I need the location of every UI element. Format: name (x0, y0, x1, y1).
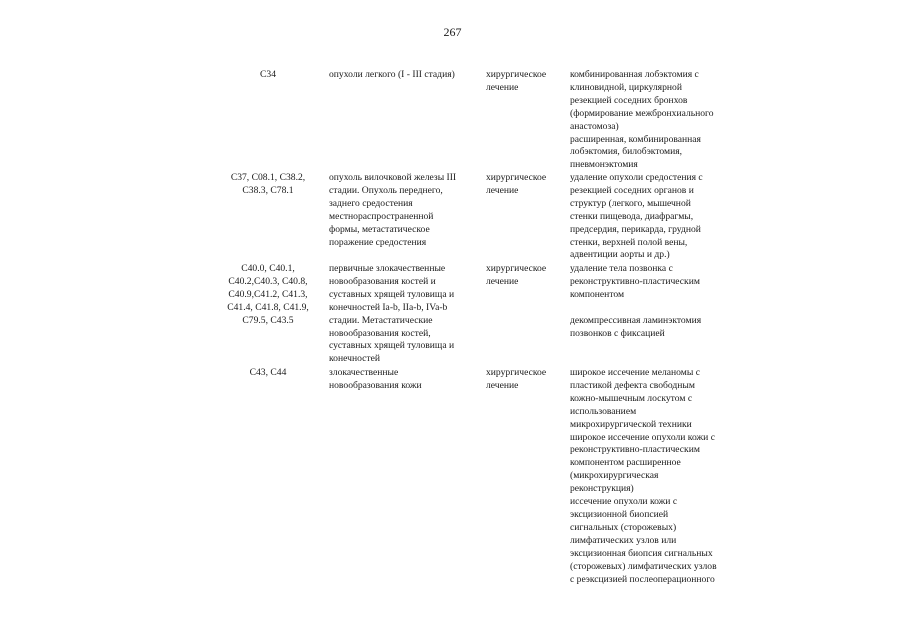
diagnosis-line: стадии. Опухоль переднего, (329, 184, 443, 196)
method-line: стенки, верхней полой вены, (570, 236, 688, 248)
treatment-method-cell (570, 367, 745, 586)
method-line: лобэктомия, билобэктомия, (570, 146, 683, 158)
method-line: лимфатических узлов или (570, 534, 677, 546)
method-line: пластикой дефекта свободным (570, 379, 695, 391)
treatment-type-cell (486, 263, 568, 289)
diagnosis-cell (329, 69, 479, 82)
method-line: резекцией соседних бронхов (570, 94, 688, 106)
method-line: компонентом (570, 288, 625, 300)
method-line: широкое иссечение опухоли кожи с (570, 431, 715, 443)
diagnosis-line: формы, метастатическое (329, 223, 430, 235)
diagnosis-line: первичные злокачественные (329, 263, 446, 274)
diagnosis-line: опухоли легкого (I - III стадия) (329, 69, 455, 80)
icd-code-line: C41.4, C41.8, C41.9, (227, 301, 309, 313)
icd-codes-cell (222, 69, 314, 82)
method-line: удаление опухоли средостения с (570, 172, 703, 183)
treatment-type-line: хирургическое (486, 69, 547, 80)
method-line: эксцизионная биопсия сигнальных (570, 547, 713, 559)
treatment-type-line: лечение (486, 275, 519, 287)
icd-code-line: C37, C08.1, C38.2, (230, 172, 306, 183)
method-line: адвентиции аорты и др.) (570, 249, 670, 261)
diagnosis-line: новообразования костей и (329, 275, 436, 287)
method-line: кожно-мышечным лоскутом с (570, 392, 693, 404)
method-line: удаление тела позвонка с (570, 263, 673, 274)
method-line: декомпрессивная ламинэктомия (570, 314, 702, 326)
diagnosis-cell (329, 367, 479, 393)
method-line: резекцией соседних органов и (570, 184, 694, 196)
treatment-type-line: лечение (486, 184, 519, 196)
method-line: использованием (570, 405, 637, 417)
icd-code-line: C38.3, C78.1 (242, 184, 294, 196)
method-line: расширенная, комбинированная (570, 133, 701, 145)
page-number: 267 (443, 25, 462, 39)
method-line: иссечение опухоли кожи с (570, 496, 678, 508)
diagnosis-line: новообразования костей, (329, 327, 431, 339)
icd-code-line: C40.9,C41.2, C41.3, (228, 288, 308, 300)
method-line: (сторожевых) лимфатических узлов (570, 560, 717, 572)
diagnosis-line: опухоль вилочковой железы III (329, 172, 457, 183)
treatment-type-line: лечение (486, 379, 519, 391)
method-line: сигнальных (сторожевых) (570, 521, 677, 533)
icd-code-line: C43, C44 (249, 367, 287, 378)
treatment-method-cell (570, 263, 745, 340)
diagnosis-line: поражение средостения (329, 236, 427, 248)
treatment-method-cell (570, 69, 745, 172)
method-line: реконструктивно-пластическим (570, 444, 700, 456)
icd-code-line: C40.2,C40.3, C40.8, (228, 275, 308, 287)
method-line: компонентом расширенное (570, 457, 681, 469)
icd-code-line: C79.5, C43.5 (242, 314, 294, 326)
method-line: реконструкция) (570, 483, 634, 495)
treatment-type-line: хирургическое (486, 367, 547, 378)
icd-code-line: C34 (260, 69, 276, 80)
icd-code-line: C40.0, C40.1, (241, 263, 295, 274)
method-line: позвонков с фиксацией (570, 327, 665, 339)
method-gap (570, 302, 745, 315)
diagnosis-line: злокачественные (329, 367, 399, 378)
method-line: (микрохирургическая (570, 470, 659, 482)
method-line: широкое иссечение меланомы с (570, 367, 700, 378)
diagnosis-cell (329, 263, 479, 366)
method-line: (формирование межбронхиального (570, 107, 714, 119)
method-line: реконструктивно-пластическим (570, 275, 700, 287)
treatment-method-cell (570, 172, 745, 262)
diagnosis-line: суставных хрящей туловища и (329, 288, 455, 300)
icd-codes-cell (222, 263, 314, 328)
treatment-type-cell (486, 69, 568, 95)
method-line: комбинированная лобэктомия с (570, 69, 699, 80)
method-line: микрохирургической техники (570, 418, 692, 430)
method-line: эксцизионной биопсией (570, 508, 669, 520)
treatment-type-cell (486, 367, 568, 393)
method-line: предсердия, перикарда, грудной (570, 223, 701, 235)
diagnosis-line: новообразования кожи (329, 379, 422, 391)
diagnosis-line: суставных хрящей туловища и (329, 340, 455, 352)
method-line: с реэксцизией послеоперационного (570, 573, 715, 585)
diagnosis-line: стадии. Метастатические (329, 314, 433, 326)
treatment-type-cell (486, 172, 568, 198)
method-line: клиновидной, циркулярной (570, 81, 682, 93)
method-line: анастомоза) (570, 120, 619, 132)
treatment-type-line: хирургическое (486, 172, 547, 183)
method-line: стенки пищевода, диафрагмы, (570, 210, 694, 222)
diagnosis-cell (329, 172, 479, 249)
icd-codes-cell (222, 172, 314, 198)
diagnosis-line: местнораспространенной (329, 210, 434, 222)
method-line: пневмонэктомия (570, 159, 638, 171)
treatment-type-line: лечение (486, 81, 519, 93)
diagnosis-line: конечностей Ia-b, IIa-b, IVa-b (329, 301, 448, 313)
diagnosis-line: заднего средостения (329, 197, 413, 209)
method-line: структур (легкого, мышечной (570, 197, 691, 209)
diagnosis-line: конечностей (329, 353, 380, 365)
treatment-type-line: хирургическое (486, 263, 547, 274)
icd-codes-cell (222, 367, 314, 380)
